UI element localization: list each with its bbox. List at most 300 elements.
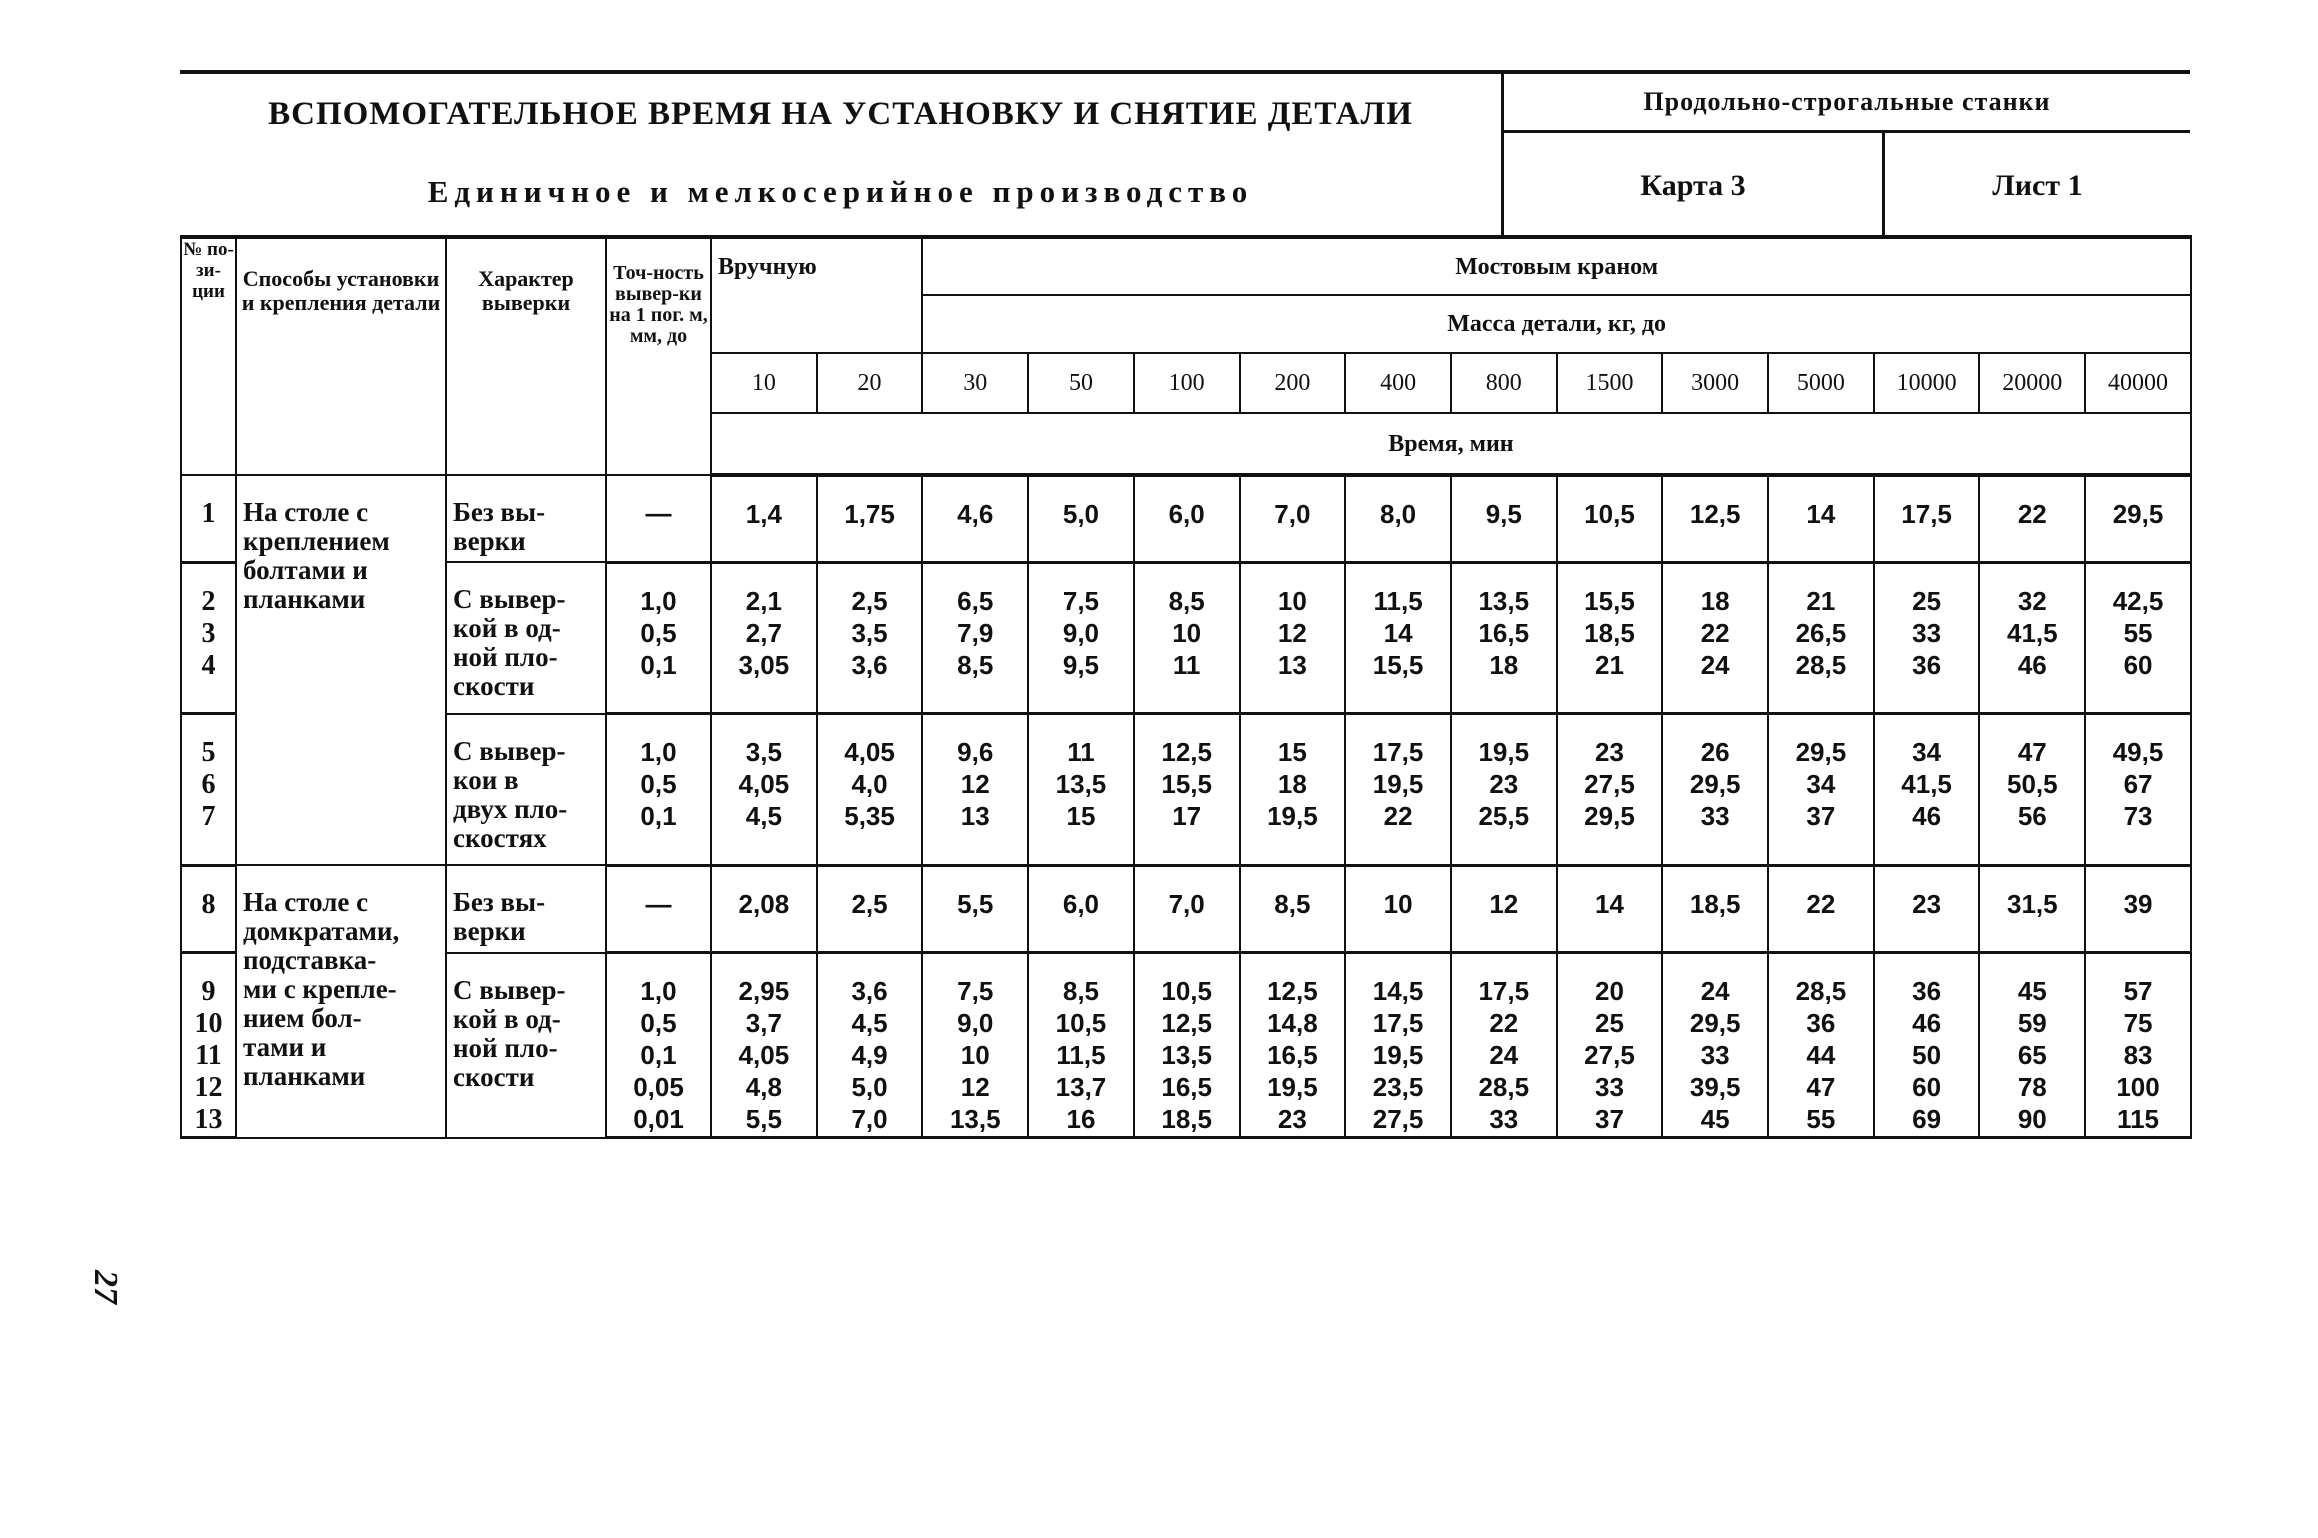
time-value-cell: 7,9: [922, 618, 1028, 650]
mass-header-20: 20: [817, 353, 923, 413]
card-number: Карта 3: [1504, 133, 1885, 239]
time-value-cell: 20: [1557, 953, 1663, 1009]
time-value-cell: 69: [1874, 1104, 1980, 1138]
check-type-cell: [446, 475, 606, 562]
page-title: ВСПОМОГАТЕЛЬНОЕ ВРЕМЯ НА УСТАНОВКУ И СНЯТИЕ ДЕТАЛИ: [268, 96, 1413, 132]
time-value-cell: 115: [2085, 1104, 2191, 1138]
check-type-line: ной пло-: [453, 1032, 558, 1063]
time-value-cell: 1,4: [711, 475, 817, 530]
accuracy-cell: 0,1: [606, 650, 711, 682]
time-value-cell: 75: [2085, 1008, 2191, 1040]
accuracy-cell: 0,01: [606, 1104, 711, 1138]
table-head: [181, 237, 2191, 475]
time-value-cell: 46: [1874, 1008, 1980, 1040]
col-header-accuracy: Точ-ность вывер-ки на 1 пог. м, мм, до: [606, 237, 711, 475]
time-value-cell: [817, 833, 923, 865]
time-value-cell: 65: [1979, 1040, 2085, 1072]
time-value-cell: 4,9: [817, 1040, 923, 1072]
time-value-cell: [1240, 833, 1346, 865]
time-value-cell: 59: [1979, 1008, 2085, 1040]
time-value-cell: 14,8: [1240, 1008, 1346, 1040]
mass-header-30: 30: [922, 353, 1028, 413]
col-header-manual: Вручную: [711, 237, 922, 353]
time-value-cell: 12,5: [1134, 714, 1240, 770]
time-value-cell: 10: [1345, 865, 1451, 921]
time-value-cell: 12,5: [1240, 953, 1346, 1009]
time-value-cell: 39,5: [1662, 1072, 1768, 1104]
time-value-cell: 60: [2085, 650, 2191, 682]
time-value-cell: 2,95: [711, 953, 817, 1009]
time-value-cell: [817, 682, 923, 714]
time-value-cell: 7,0: [817, 1104, 923, 1138]
time-value-cell: 14: [1768, 475, 1874, 530]
accuracy-cell: 0,1: [606, 1040, 711, 1072]
time-value-cell: 7,0: [1134, 865, 1240, 921]
position-cell: [181, 833, 236, 865]
header-title-block: [180, 74, 1504, 239]
method-cell: [236, 865, 446, 1138]
check-type-cell: [446, 865, 606, 953]
time-value-cell: [1557, 833, 1663, 865]
time-value-cell: [2085, 921, 2191, 953]
time-value-cell: [1028, 682, 1134, 714]
time-value-cell: [1874, 682, 1980, 714]
time-value-cell: [1028, 833, 1134, 865]
check-type-line: С вывер-: [453, 974, 566, 1005]
time-value-cell: 12,5: [1134, 1008, 1240, 1040]
time-value-cell: [1979, 833, 2085, 865]
time-value-cell: 17: [1134, 801, 1240, 833]
time-value-cell: 4,5: [817, 1008, 923, 1040]
time-value-cell: [1768, 530, 1874, 562]
time-value-cell: 9,5: [1451, 475, 1557, 530]
time-value-cell: [1134, 530, 1240, 562]
time-value-cell: 41,5: [1979, 618, 2085, 650]
time-value-cell: 8,5: [922, 650, 1028, 682]
check-type-line: скости: [453, 1061, 535, 1092]
time-value-cell: 39: [2085, 865, 2191, 921]
method-line: подставка-: [243, 945, 377, 975]
time-value-cell: 33: [1874, 618, 1980, 650]
time-value-cell: 50,5: [1979, 769, 2085, 801]
time-value-cell: 13,5: [922, 1104, 1028, 1138]
time-value-cell: [711, 682, 817, 714]
time-value-cell: 13,7: [1028, 1072, 1134, 1104]
time-value-cell: [1557, 530, 1663, 562]
time-value-cell: 34: [1768, 769, 1874, 801]
time-value-cell: 36: [1768, 1008, 1874, 1040]
accuracy-cell: 1,0: [606, 953, 711, 1009]
mass-header-800: 800: [1451, 353, 1557, 413]
time-value-cell: 23: [1874, 865, 1980, 921]
time-value-cell: 3,5: [817, 618, 923, 650]
position-cell: 10: [181, 1008, 236, 1040]
accuracy-cell: 0,5: [606, 1008, 711, 1040]
accuracy-cell: 0,5: [606, 618, 711, 650]
time-value-cell: 46: [1874, 801, 1980, 833]
time-value-cell: 25,5: [1451, 801, 1557, 833]
position-cell: 6: [181, 769, 236, 801]
check-type-line: верки: [453, 916, 526, 946]
time-value-cell: 5,0: [1028, 475, 1134, 530]
position-cell: 3: [181, 618, 236, 650]
accuracy-cell: [606, 921, 711, 953]
time-value-cell: [711, 833, 817, 865]
time-value-cell: 22: [1451, 1008, 1557, 1040]
time-value-cell: [1979, 921, 2085, 953]
time-value-cell: 17,5: [1451, 953, 1557, 1009]
time-value-cell: [1451, 921, 1557, 953]
time-value-cell: 19,5: [1451, 714, 1557, 770]
time-value-cell: [817, 921, 923, 953]
time-value-cell: [1134, 682, 1240, 714]
time-value-cell: 12: [1451, 865, 1557, 921]
position-cell: 7: [181, 801, 236, 833]
time-value-cell: 33: [1662, 1040, 1768, 1072]
method-line: домкратами,: [243, 916, 400, 946]
time-value-cell: 8,5: [1028, 953, 1134, 1009]
time-value-cell: 47: [1768, 1072, 1874, 1104]
time-value-cell: 45: [1979, 953, 2085, 1009]
time-value-cell: 41,5: [1874, 769, 1980, 801]
time-value-cell: 23: [1240, 1104, 1346, 1138]
time-value-cell: [1662, 682, 1768, 714]
table-row: [181, 714, 2191, 770]
check-type-line: кои в: [453, 764, 519, 795]
mass-header-40000: 40000: [2085, 353, 2191, 413]
time-value-cell: 11: [1134, 650, 1240, 682]
time-value-cell: 13: [1240, 650, 1346, 682]
time-value-cell: 3,6: [817, 650, 923, 682]
method-line: ми с крепле-: [243, 974, 397, 1004]
accuracy-cell: [606, 530, 711, 562]
time-value-cell: 4,05: [817, 714, 923, 770]
time-value-cell: 4,8: [711, 1072, 817, 1104]
production-type: Единичное и мелкосерийное производство: [427, 174, 1254, 209]
time-value-cell: [1345, 921, 1451, 953]
time-value-cell: 3,6: [817, 953, 923, 1009]
time-value-cell: [1874, 833, 1980, 865]
time-value-cell: 55: [1768, 1104, 1874, 1138]
position-cell: [181, 530, 236, 562]
time-value-cell: 29,5: [1557, 801, 1663, 833]
time-value-cell: 3,5: [711, 714, 817, 770]
time-value-cell: 10: [1240, 562, 1346, 618]
col-header-method: Способы установки и крепления детали: [236, 237, 446, 475]
time-value-cell: [1662, 921, 1768, 953]
time-value-cell: 2,7: [711, 618, 817, 650]
time-value-cell: [2085, 833, 2191, 865]
time-value-cell: 17,5: [1874, 475, 1980, 530]
time-value-cell: 11: [1028, 714, 1134, 770]
time-value-cell: 19,5: [1240, 1072, 1346, 1104]
time-value-cell: 24: [1662, 953, 1768, 1009]
check-type-line: кой в од-: [453, 1003, 561, 1034]
position-cell: 4: [181, 650, 236, 682]
time-value-cell: 28,5: [1451, 1072, 1557, 1104]
accuracy-cell: 0,5: [606, 769, 711, 801]
time-value-cell: [1134, 833, 1240, 865]
time-value-cell: 7,5: [922, 953, 1028, 1009]
time-value-cell: 8,5: [1240, 865, 1346, 921]
accuracy-cell: 1,0: [606, 562, 711, 618]
time-value-cell: 9,0: [922, 1008, 1028, 1040]
check-type-cell: [446, 714, 606, 866]
time-value-cell: 18: [1240, 769, 1346, 801]
time-value-cell: 33: [1662, 801, 1768, 833]
time-value-cell: 7,5: [1028, 562, 1134, 618]
time-value-cell: 16,5: [1451, 618, 1557, 650]
time-value-cell: 37: [1557, 1104, 1663, 1138]
time-value-cell: [922, 833, 1028, 865]
mass-header-50: 50: [1028, 353, 1134, 413]
check-type-line: Без вы-: [453, 497, 546, 527]
time-value-cell: [1028, 921, 1134, 953]
time-value-cell: 19,5: [1240, 801, 1346, 833]
time-value-cell: 31,5: [1979, 865, 2085, 921]
time-value-cell: 12: [922, 769, 1028, 801]
time-value-cell: 33: [1557, 1072, 1663, 1104]
time-value-cell: 13,5: [1451, 562, 1557, 618]
check-type-line: Без вы-: [453, 887, 546, 917]
time-value-cell: [1768, 921, 1874, 953]
time-value-cell: 27,5: [1345, 1104, 1451, 1138]
time-value-cell: [1662, 833, 1768, 865]
time-value-cell: 9,6: [922, 714, 1028, 770]
table-body: [181, 475, 2191, 1138]
time-value-cell: 4,6: [922, 475, 1028, 530]
check-type-line: двух пло-: [453, 793, 568, 824]
time-value-cell: 25: [1874, 562, 1980, 618]
time-value-cell: 42,5: [2085, 562, 2191, 618]
time-value-cell: 19,5: [1345, 769, 1451, 801]
time-value-cell: 23: [1451, 769, 1557, 801]
time-value-cell: 10,5: [1134, 953, 1240, 1009]
time-value-cell: [1662, 530, 1768, 562]
time-value-cell: 15,5: [1557, 562, 1663, 618]
time-value-cell: 44: [1768, 1040, 1874, 1072]
time-value-cell: [922, 921, 1028, 953]
time-value-cell: 10: [922, 1040, 1028, 1072]
time-value-cell: 2,5: [817, 865, 923, 921]
time-value-cell: 1,75: [817, 475, 923, 530]
time-value-cell: 32: [1979, 562, 2085, 618]
time-value-cell: 13,5: [1028, 769, 1134, 801]
time-value-cell: 60: [1874, 1072, 1980, 1104]
time-value-cell: 10: [1134, 618, 1240, 650]
position-cell: [181, 682, 236, 714]
mass-header-10000: 10000: [1874, 353, 1980, 413]
time-value-cell: 5,5: [922, 865, 1028, 921]
time-value-cell: 83: [2085, 1040, 2191, 1072]
time-value-cell: [1451, 682, 1557, 714]
accuracy-cell: —: [606, 475, 711, 530]
position-cell: 12: [181, 1072, 236, 1104]
time-value-cell: 16,5: [1240, 1040, 1346, 1072]
time-value-cell: 4,05: [711, 1040, 817, 1072]
time-value-cell: 6,0: [1028, 865, 1134, 921]
time-value-cell: 33: [1451, 1104, 1557, 1138]
time-value-cell: 6,0: [1134, 475, 1240, 530]
mass-header-10: 10: [711, 353, 817, 413]
time-value-cell: 100: [2085, 1072, 2191, 1104]
time-value-cell: 21: [1557, 650, 1663, 682]
time-value-cell: 17,5: [1345, 714, 1451, 770]
time-value-cell: 15,5: [1345, 650, 1451, 682]
mass-header-20000: 20000: [1979, 353, 2085, 413]
time-value-cell: 24: [1662, 650, 1768, 682]
time-value-cell: [817, 530, 923, 562]
time-value-cell: 11,5: [1028, 1040, 1134, 1072]
time-value-cell: [711, 921, 817, 953]
time-value-cell: 4,5: [711, 801, 817, 833]
method-line: На столе с: [243, 497, 369, 527]
check-type-line: верки: [453, 526, 526, 556]
header-info-block: [1504, 74, 2190, 239]
col-header-check: Характер выверки: [446, 237, 606, 475]
time-value-cell: 23: [1557, 714, 1663, 770]
time-value-cell: 50: [1874, 1040, 1980, 1072]
time-value-cell: [1874, 530, 1980, 562]
time-value-cell: 36: [1874, 650, 1980, 682]
time-value-cell: 2,1: [711, 562, 817, 618]
time-value-cell: 12: [1240, 618, 1346, 650]
document-page: [180, 70, 2190, 1135]
mass-header-100: 100: [1134, 353, 1240, 413]
time-value-cell: 55: [2085, 618, 2191, 650]
time-value-cell: 15,5: [1134, 769, 1240, 801]
time-value-cell: 16: [1028, 1104, 1134, 1138]
position-cell: 5: [181, 714, 236, 770]
time-value-cell: 4,0: [817, 769, 923, 801]
time-value-cell: 4,05: [711, 769, 817, 801]
time-value-cell: 29,5: [2085, 475, 2191, 530]
norms-table: [180, 235, 2192, 1139]
method-line: На столе с: [243, 887, 369, 917]
position-cell: 2: [181, 562, 236, 618]
time-value-cell: [1451, 530, 1557, 562]
time-value-cell: 67: [2085, 769, 2191, 801]
time-value-cell: 2,5: [817, 562, 923, 618]
time-value-cell: 36: [1874, 953, 1980, 1009]
check-type-line: С вывер-: [453, 584, 566, 614]
check-type-cell: [446, 953, 606, 1138]
accuracy-cell: 1,0: [606, 714, 711, 770]
page-number: 27: [87, 1270, 124, 1304]
time-value-cell: 14: [1345, 618, 1451, 650]
check-type-line: скостях: [453, 822, 547, 853]
time-value-cell: [1557, 682, 1663, 714]
time-value-cell: 22: [1979, 475, 2085, 530]
check-type-line: кой в од-: [453, 613, 561, 643]
card-header: [180, 70, 2190, 239]
method-line: планками: [243, 1061, 366, 1091]
time-value-cell: [1979, 530, 2085, 562]
time-value-cell: 18,5: [1662, 865, 1768, 921]
time-value-cell: 27,5: [1557, 1040, 1663, 1072]
position-cell: 13: [181, 1104, 236, 1138]
accuracy-cell: [606, 682, 711, 714]
mass-header-400: 400: [1345, 353, 1451, 413]
position-cell: [181, 921, 236, 953]
time-value-cell: 18,5: [1557, 618, 1663, 650]
time-value-cell: 47: [1979, 714, 2085, 770]
time-value-cell: 27,5: [1557, 769, 1663, 801]
time-value-cell: 10,5: [1028, 1008, 1134, 1040]
time-value-cell: 13: [922, 801, 1028, 833]
time-value-cell: [1768, 682, 1874, 714]
time-value-cell: 26,5: [1768, 618, 1874, 650]
time-value-cell: [1451, 833, 1557, 865]
time-value-cell: [922, 682, 1028, 714]
time-value-cell: 49,5: [2085, 714, 2191, 770]
time-value-cell: 26: [1662, 714, 1768, 770]
time-value-cell: 18: [1451, 650, 1557, 682]
time-value-cell: 13,5: [1134, 1040, 1240, 1072]
time-value-cell: [1240, 921, 1346, 953]
time-value-cell: 45: [1662, 1104, 1768, 1138]
time-value-cell: 90: [1979, 1104, 2085, 1138]
time-value-cell: [922, 530, 1028, 562]
time-value-cell: 46: [1979, 650, 2085, 682]
time-value-cell: [1979, 682, 2085, 714]
time-value-cell: 24: [1451, 1040, 1557, 1072]
check-type-line: ной пло-: [453, 642, 558, 672]
time-value-cell: 22: [1345, 801, 1451, 833]
accuracy-cell: 0,05: [606, 1072, 711, 1104]
time-value-cell: [1240, 530, 1346, 562]
time-value-cell: 16,5: [1134, 1072, 1240, 1104]
time-value-cell: [1345, 530, 1451, 562]
position-cell: 8: [181, 865, 236, 921]
time-value-cell: 28,5: [1768, 650, 1874, 682]
time-value-cell: 21: [1768, 562, 1874, 618]
time-value-cell: 22: [1662, 618, 1768, 650]
time-value-cell: 7,0: [1240, 475, 1346, 530]
sheet-number: Лист 1: [1992, 169, 2083, 202]
mass-header-200: 200: [1240, 353, 1346, 413]
table-row: [181, 953, 2191, 1009]
time-value-cell: 23,5: [1345, 1072, 1451, 1104]
time-value-cell: [1874, 921, 1980, 953]
time-value-cell: 5,5: [711, 1104, 817, 1138]
time-value-cell: 37: [1768, 801, 1874, 833]
col-header-crane: Мостовым краном: [922, 237, 2191, 295]
time-value-cell: 29,5: [1662, 769, 1768, 801]
time-value-cell: 29,5: [1768, 714, 1874, 770]
time-value-cell: 73: [2085, 801, 2191, 833]
time-value-cell: 28,5: [1768, 953, 1874, 1009]
time-value-cell: 17,5: [1345, 1008, 1451, 1040]
time-value-cell: 15: [1240, 714, 1346, 770]
time-value-cell: 15: [1028, 801, 1134, 833]
time-value-cell: 9,0: [1028, 618, 1134, 650]
col-header-time: Время, мин: [711, 413, 2191, 475]
accuracy-cell: 0,1: [606, 801, 711, 833]
time-value-cell: 9,5: [1028, 650, 1134, 682]
table-row: [181, 475, 2191, 530]
time-value-cell: 12: [922, 1072, 1028, 1104]
time-value-cell: 29,5: [1662, 1008, 1768, 1040]
method-line: болтами и: [243, 555, 368, 585]
accuracy-cell: [606, 833, 711, 865]
method-line: нием бол-: [243, 1003, 362, 1033]
time-value-cell: 6,5: [922, 562, 1028, 618]
time-value-cell: 56: [1979, 801, 2085, 833]
method-line: тами и: [243, 1032, 327, 1062]
time-value-cell: 11,5: [1345, 562, 1451, 618]
time-value-cell: 19,5: [1345, 1040, 1451, 1072]
